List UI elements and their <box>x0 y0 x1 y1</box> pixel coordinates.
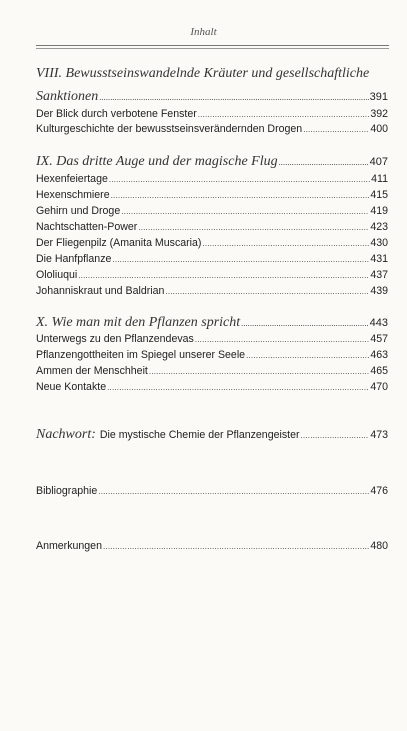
toc-entry[interactable] <box>36 365 388 378</box>
nachwort-lead: Nachwort: <box>36 427 96 442</box>
toc-entry[interactable] <box>36 333 388 346</box>
chapter-8-title-line2: Sanktionen <box>36 89 99 104</box>
toc-entry-label: Hexenfeiertage <box>36 173 108 185</box>
toc-entry[interactable] <box>36 349 388 362</box>
toc-entry-label: Hexenschmiere <box>36 189 110 201</box>
toc-entry[interactable] <box>36 237 388 250</box>
dot-leader <box>303 123 369 136</box>
dot-leader <box>107 381 369 394</box>
toc-entry-label: Gehirn und Droge <box>36 205 121 217</box>
chapter-9-title: IX. Das dritte Auge und der magische Flug <box>36 154 278 169</box>
chapter-9-page: 407 <box>369 156 388 168</box>
dot-leader <box>138 221 369 234</box>
toc-entry-label: Ammen der Menschheit <box>36 365 148 377</box>
toc-entry-page: 439 <box>370 285 388 297</box>
bibliographie-page: 476 <box>370 485 388 497</box>
anmerkungen-label: Anmerkungen <box>36 540 102 552</box>
toc-entry-page: 400 <box>370 123 388 135</box>
header-rule-bottom <box>36 48 389 49</box>
toc-entry[interactable] <box>36 381 388 394</box>
toc-entry-label: Der Fliegenpilz (Amanita Muscaria) <box>36 237 202 249</box>
toc-entry-page: 457 <box>370 333 388 345</box>
chapter-10-title: X. Wie man mit den Pflanzen spricht <box>36 315 241 330</box>
dot-leader <box>202 237 369 250</box>
toc-entry[interactable] <box>36 108 388 121</box>
anmerkungen-entry[interactable] <box>36 540 388 553</box>
chapter-10-heading[interactable] <box>36 316 388 330</box>
dot-leader <box>301 429 370 442</box>
dot-leader <box>195 333 369 346</box>
toc-entry-label: Nachtschatten-Power <box>36 221 138 233</box>
nachwort-page: 473 <box>370 429 388 441</box>
toc-entry-label: Ololiuqui <box>36 269 78 281</box>
bibliographie-label: Bibliographie <box>36 485 98 497</box>
dot-leader <box>78 269 369 282</box>
dot-leader <box>198 108 370 121</box>
dot-leader <box>98 485 369 498</box>
toc-entry-page: 431 <box>370 253 388 265</box>
dot-leader <box>111 189 370 202</box>
toc-entry-page: 392 <box>370 108 388 120</box>
toc-entry-label: Johanniskraut und Baldrian <box>36 285 165 297</box>
toc-entry[interactable] <box>36 205 388 218</box>
toc-entry-page: 470 <box>370 381 388 393</box>
chapter-8-title-line1: VIII. Bewusstseinswandelnde Kräuter und gesellschaftliche <box>36 66 370 81</box>
toc-entry-page: 463 <box>370 349 388 361</box>
toc-entry-label: Neue Kontakte <box>36 381 107 393</box>
chapter-8-page: 391 <box>369 91 388 103</box>
running-header-title: Inhalt <box>190 26 217 38</box>
toc-entry-label: Der Blick durch verbotene Fenster <box>36 108 197 120</box>
toc-entry-page: 465 <box>370 365 388 377</box>
dot-leader <box>149 365 369 378</box>
dot-leader <box>121 205 369 218</box>
toc-entry[interactable] <box>36 285 388 298</box>
toc-entry[interactable] <box>36 221 388 234</box>
toc-entry[interactable] <box>36 253 388 266</box>
chapter-9-heading[interactable] <box>36 155 388 169</box>
chapter-10-page: 443 <box>369 317 388 329</box>
dot-leader <box>165 285 369 298</box>
toc-entry-label: Kulturgeschichte der bewusstseinsverändernden Drogen <box>36 123 303 135</box>
toc-entry[interactable] <box>36 123 388 136</box>
chapter-8-heading[interactable] <box>36 90 388 104</box>
dot-leader <box>109 173 370 186</box>
toc-entry-page: 423 <box>370 221 388 233</box>
anmerkungen-page: 480 <box>370 540 388 552</box>
toc-entry[interactable] <box>36 189 388 202</box>
dot-leader <box>279 156 369 169</box>
nachwort-label-group <box>36 428 300 442</box>
dot-leader <box>99 91 368 104</box>
nachwort-entry[interactable] <box>36 428 388 442</box>
dot-leader <box>246 349 369 362</box>
bibliographie-entry[interactable] <box>36 485 388 498</box>
toc-entry-page: 411 <box>371 173 388 185</box>
dot-leader <box>112 253 369 266</box>
dot-leader <box>103 540 369 553</box>
toc-entry-label: Pflanzengottheiten im Spiegel unserer Seele <box>36 349 246 361</box>
toc-entry-page: 430 <box>370 237 388 249</box>
toc-entry-page: 415 <box>370 189 388 201</box>
toc-entry[interactable] <box>36 269 388 282</box>
toc-entry[interactable] <box>36 173 388 186</box>
toc-entry-page: 437 <box>370 269 388 281</box>
toc-entry-page: 419 <box>370 205 388 217</box>
nachwort-label: Die mystische Chemie der Pflanzengeister <box>99 429 300 441</box>
toc-entry-label: Die Hanfpflanze <box>36 253 112 265</box>
toc-entry-label: Unterwegs zu den Pflanzendevas <box>36 333 194 345</box>
dot-leader <box>241 317 368 330</box>
header-rule-top <box>36 45 389 46</box>
